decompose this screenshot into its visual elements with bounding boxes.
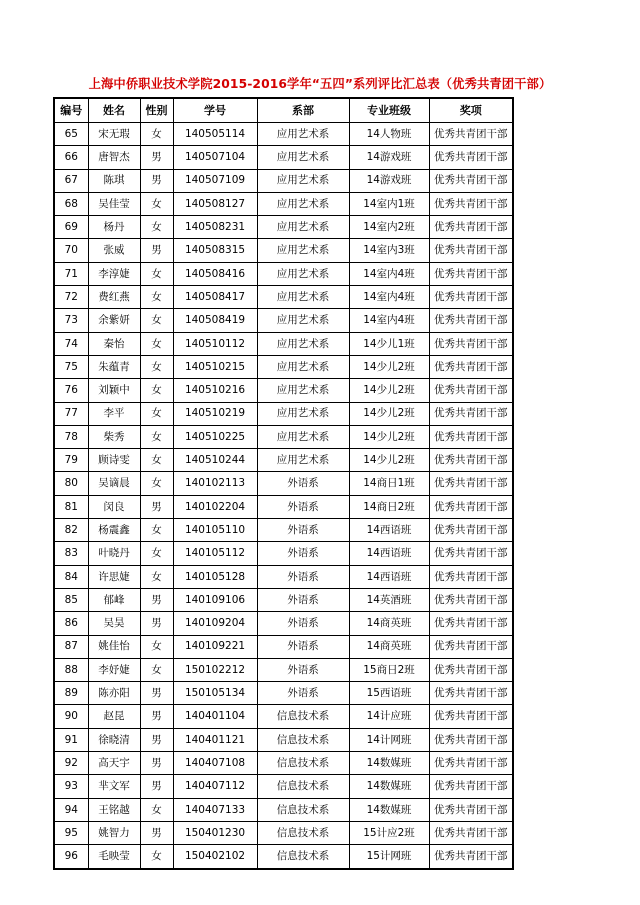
cell-id: 85 [54, 588, 88, 611]
cell-class: 14西语班 [349, 542, 429, 565]
cell-award: 优秀共青团干部 [429, 146, 513, 169]
cell-id: 71 [54, 262, 88, 285]
cell-sex: 女 [140, 845, 173, 869]
cell-name: 赵昆 [88, 705, 140, 728]
cell-id: 93 [54, 775, 88, 798]
cell-name: 顾诗雯 [88, 449, 140, 472]
table-header [54, 98, 513, 123]
cell-dept: 信息技术系 [257, 752, 349, 775]
cell-dept: 应用艺术系 [257, 449, 349, 472]
cell-dept: 应用艺术系 [257, 425, 349, 448]
cell-sex: 男 [140, 752, 173, 775]
cell-award: 优秀共青团干部 [429, 355, 513, 378]
cell-name: 李淳婕 [88, 262, 140, 285]
cell-sex: 女 [140, 216, 173, 239]
cell-name: 杨震鑫 [88, 519, 140, 542]
cell-sex: 女 [140, 192, 173, 215]
cell-dept: 外语系 [257, 658, 349, 681]
cell-award: 优秀共青团干部 [429, 775, 513, 798]
cell-name: 王铭越 [88, 798, 140, 821]
cell-sex: 女 [140, 402, 173, 425]
cell-class: 14商英班 [349, 612, 429, 635]
cell-class: 14室内2班 [349, 216, 429, 239]
cell-sid: 140109221 [173, 635, 257, 658]
table-row [54, 425, 513, 448]
column-header-sex: 性别 [140, 98, 173, 123]
table-row [54, 262, 513, 285]
column-header-class: 专业班级 [349, 98, 429, 123]
cell-name: 芈文军 [88, 775, 140, 798]
table-row [54, 658, 513, 681]
cell-sex: 女 [140, 309, 173, 332]
column-header-name: 姓名 [88, 98, 140, 123]
cell-dept: 信息技术系 [257, 845, 349, 869]
cell-award: 优秀共青团干部 [429, 192, 513, 215]
cell-award: 优秀共青团干部 [429, 705, 513, 728]
cell-id: 69 [54, 216, 88, 239]
cell-dept: 应用艺术系 [257, 169, 349, 192]
cell-dept: 应用艺术系 [257, 355, 349, 378]
cell-dept: 应用艺术系 [257, 379, 349, 402]
cell-sid: 140505114 [173, 123, 257, 146]
cell-id: 75 [54, 355, 88, 378]
cell-name: 徐晓清 [88, 728, 140, 751]
cell-sex: 女 [140, 542, 173, 565]
cell-dept: 信息技术系 [257, 798, 349, 821]
table-row [54, 705, 513, 728]
cell-sid: 140510219 [173, 402, 257, 425]
cell-sex: 女 [140, 472, 173, 495]
cell-award: 优秀共青团干部 [429, 449, 513, 472]
cell-sex: 女 [140, 286, 173, 309]
cell-sex: 女 [140, 449, 173, 472]
cell-sid: 140508416 [173, 262, 257, 285]
table-row [54, 146, 513, 169]
cell-class: 14少儿2班 [349, 402, 429, 425]
cell-sex: 男 [140, 612, 173, 635]
cell-class: 15商日2班 [349, 658, 429, 681]
table-header-row [54, 98, 513, 123]
cell-name: 闵良 [88, 495, 140, 518]
cell-name: 秦怡 [88, 332, 140, 355]
cell-sid: 140508127 [173, 192, 257, 215]
table-row [54, 379, 513, 402]
cell-class: 14少儿2班 [349, 379, 429, 402]
cell-sex: 女 [140, 565, 173, 588]
cell-name: 费红燕 [88, 286, 140, 309]
cell-class: 14少儿2班 [349, 449, 429, 472]
cell-name: 姚佳怡 [88, 635, 140, 658]
cell-id: 79 [54, 449, 88, 472]
column-header-dept: 系部 [257, 98, 349, 123]
cell-name: 毛映莹 [88, 845, 140, 869]
cell-dept: 外语系 [257, 682, 349, 705]
table-row [54, 519, 513, 542]
cell-award: 优秀共青团干部 [429, 821, 513, 844]
cell-sid: 140109204 [173, 612, 257, 635]
cell-id: 74 [54, 332, 88, 355]
cell-award: 优秀共青团干部 [429, 612, 513, 635]
cell-dept: 外语系 [257, 472, 349, 495]
cell-sid: 140407108 [173, 752, 257, 775]
cell-sex: 男 [140, 169, 173, 192]
table-row [54, 449, 513, 472]
cell-id: 78 [54, 425, 88, 448]
cell-class: 14室内4班 [349, 262, 429, 285]
cell-class: 14室内4班 [349, 286, 429, 309]
cell-dept: 应用艺术系 [257, 216, 349, 239]
cell-dept: 应用艺术系 [257, 262, 349, 285]
table-row [54, 612, 513, 635]
cell-class: 14少儿1班 [349, 332, 429, 355]
cell-id: 77 [54, 402, 88, 425]
cell-class: 14室内3班 [349, 239, 429, 262]
cell-sid: 140102113 [173, 472, 257, 495]
cell-sex: 女 [140, 519, 173, 542]
cell-class: 14室内1班 [349, 192, 429, 215]
cell-dept: 外语系 [257, 565, 349, 588]
cell-class: 14商日1班 [349, 472, 429, 495]
cell-sex: 女 [140, 123, 173, 146]
cell-name: 吴佳莹 [88, 192, 140, 215]
cell-award: 优秀共青团干部 [429, 472, 513, 495]
cell-sex: 女 [140, 798, 173, 821]
table-row [54, 588, 513, 611]
cell-award: 优秀共青团干部 [429, 425, 513, 448]
cell-class: 14游戏班 [349, 169, 429, 192]
cell-name: 杨丹 [88, 216, 140, 239]
table-row [54, 239, 513, 262]
cell-award: 优秀共青团干部 [429, 309, 513, 332]
cell-id: 87 [54, 635, 88, 658]
cell-name: 吴谪晨 [88, 472, 140, 495]
cell-class: 14商日2班 [349, 495, 429, 518]
cell-sex: 男 [140, 239, 173, 262]
cell-name: 叶晓丹 [88, 542, 140, 565]
summary-table-container [53, 97, 512, 870]
cell-sex: 男 [140, 146, 173, 169]
cell-sid: 140401104 [173, 705, 257, 728]
cell-award: 优秀共青团干部 [429, 286, 513, 309]
table-row [54, 169, 513, 192]
table-row [54, 402, 513, 425]
table-row [54, 332, 513, 355]
cell-id: 67 [54, 169, 88, 192]
cell-sex: 女 [140, 425, 173, 448]
cell-id: 83 [54, 542, 88, 565]
cell-sid: 140510112 [173, 332, 257, 355]
cell-award: 优秀共青团干部 [429, 402, 513, 425]
cell-name: 李妤婕 [88, 658, 140, 681]
cell-class: 14计应班 [349, 705, 429, 728]
table-row [54, 286, 513, 309]
cell-id: 92 [54, 752, 88, 775]
cell-award: 优秀共青团干部 [429, 519, 513, 542]
cell-id: 70 [54, 239, 88, 262]
table-row [54, 752, 513, 775]
cell-sid: 150102212 [173, 658, 257, 681]
cell-award: 优秀共青团干部 [429, 262, 513, 285]
cell-award: 优秀共青团干部 [429, 752, 513, 775]
table-row [54, 542, 513, 565]
cell-sex: 男 [140, 588, 173, 611]
cell-dept: 外语系 [257, 519, 349, 542]
cell-class: 14室内4班 [349, 309, 429, 332]
cell-name: 张威 [88, 239, 140, 262]
cell-dept: 外语系 [257, 588, 349, 611]
table-row [54, 192, 513, 215]
cell-name: 李平 [88, 402, 140, 425]
cell-name: 刘颖中 [88, 379, 140, 402]
cell-id: 86 [54, 612, 88, 635]
cell-id: 96 [54, 845, 88, 869]
cell-name: 陈琪 [88, 169, 140, 192]
cell-class: 15西语班 [349, 682, 429, 705]
cell-class: 14西语班 [349, 519, 429, 542]
cell-sid: 140510215 [173, 355, 257, 378]
cell-sid: 140510225 [173, 425, 257, 448]
cell-id: 73 [54, 309, 88, 332]
cell-class: 14游戏班 [349, 146, 429, 169]
cell-dept: 应用艺术系 [257, 402, 349, 425]
cell-class: 14计网班 [349, 728, 429, 751]
cell-id: 65 [54, 123, 88, 146]
page-title: 上海中侨职业技术学院2015-2016学年“五四”系列评比汇总表（优秀共青团干部） [88, 77, 552, 91]
table-row [54, 775, 513, 798]
cell-award: 优秀共青团干部 [429, 565, 513, 588]
cell-class: 14人物班 [349, 123, 429, 146]
cell-sid: 140510244 [173, 449, 257, 472]
cell-dept: 应用艺术系 [257, 146, 349, 169]
cell-sex: 女 [140, 658, 173, 681]
cell-award: 优秀共青团干部 [429, 658, 513, 681]
cell-award: 优秀共青团干部 [429, 332, 513, 355]
cell-dept: 外语系 [257, 495, 349, 518]
column-header-sid: 学号 [173, 98, 257, 123]
cell-award: 优秀共青团干部 [429, 123, 513, 146]
cell-sid: 140507109 [173, 169, 257, 192]
cell-id: 84 [54, 565, 88, 588]
cell-dept: 外语系 [257, 612, 349, 635]
table-row [54, 565, 513, 588]
cell-sex: 男 [140, 728, 173, 751]
cell-sex: 女 [140, 262, 173, 285]
cell-name: 郁峰 [88, 588, 140, 611]
cell-dept: 信息技术系 [257, 775, 349, 798]
cell-class: 14少儿2班 [349, 355, 429, 378]
cell-name: 唐智杰 [88, 146, 140, 169]
cell-sex: 女 [140, 355, 173, 378]
column-header-id: 编号 [54, 98, 88, 123]
cell-sid: 150401230 [173, 821, 257, 844]
cell-award: 优秀共青团干部 [429, 169, 513, 192]
table-row [54, 821, 513, 844]
cell-sid: 150402102 [173, 845, 257, 869]
cell-class: 14英酒班 [349, 588, 429, 611]
cell-sex: 男 [140, 682, 173, 705]
cell-id: 89 [54, 682, 88, 705]
table-row [54, 845, 513, 869]
table-row [54, 216, 513, 239]
table-row [54, 495, 513, 518]
table-row [54, 635, 513, 658]
table-row [54, 682, 513, 705]
cell-class: 14少儿2班 [349, 425, 429, 448]
cell-award: 优秀共青团干部 [429, 379, 513, 402]
cell-sid: 140401121 [173, 728, 257, 751]
cell-class: 14商英班 [349, 635, 429, 658]
cell-sid: 140109106 [173, 588, 257, 611]
cell-name: 陈亦阳 [88, 682, 140, 705]
cell-dept: 应用艺术系 [257, 192, 349, 215]
cell-id: 88 [54, 658, 88, 681]
cell-id: 95 [54, 821, 88, 844]
cell-sid: 150105134 [173, 682, 257, 705]
cell-name: 宋无瑕 [88, 123, 140, 146]
cell-award: 优秀共青团干部 [429, 542, 513, 565]
cell-dept: 应用艺术系 [257, 123, 349, 146]
cell-class: 14数媒班 [349, 775, 429, 798]
cell-id: 90 [54, 705, 88, 728]
cell-class: 14数媒班 [349, 752, 429, 775]
cell-dept: 应用艺术系 [257, 332, 349, 355]
cell-sid: 140105110 [173, 519, 257, 542]
cell-award: 优秀共青团干部 [429, 216, 513, 239]
cell-sid: 140407112 [173, 775, 257, 798]
cell-award: 优秀共青团干部 [429, 588, 513, 611]
column-header-award: 奖项 [429, 98, 513, 123]
cell-sid: 140507104 [173, 146, 257, 169]
table-row [54, 355, 513, 378]
cell-name: 柴秀 [88, 425, 140, 448]
cell-sid: 140407133 [173, 798, 257, 821]
cell-sex: 男 [140, 821, 173, 844]
table-row [54, 728, 513, 751]
cell-sex: 男 [140, 705, 173, 728]
cell-dept: 应用艺术系 [257, 286, 349, 309]
cell-sid: 140510216 [173, 379, 257, 402]
cell-id: 76 [54, 379, 88, 402]
cell-dept: 信息技术系 [257, 728, 349, 751]
table-row [54, 798, 513, 821]
cell-dept: 信息技术系 [257, 821, 349, 844]
table-row [54, 309, 513, 332]
cell-id: 94 [54, 798, 88, 821]
cell-id: 66 [54, 146, 88, 169]
cell-sex: 女 [140, 379, 173, 402]
cell-id: 91 [54, 728, 88, 751]
cell-dept: 应用艺术系 [257, 239, 349, 262]
cell-dept: 应用艺术系 [257, 309, 349, 332]
cell-sid: 140508231 [173, 216, 257, 239]
cell-name: 许思婕 [88, 565, 140, 588]
summary-table [53, 97, 514, 870]
cell-award: 优秀共青团干部 [429, 495, 513, 518]
cell-name: 朱蕴青 [88, 355, 140, 378]
cell-name: 姚智力 [88, 821, 140, 844]
cell-sex: 男 [140, 495, 173, 518]
cell-id: 72 [54, 286, 88, 309]
cell-id: 82 [54, 519, 88, 542]
cell-award: 优秀共青团干部 [429, 728, 513, 751]
cell-award: 优秀共青团干部 [429, 635, 513, 658]
cell-class: 14数媒班 [349, 798, 429, 821]
cell-class: 15计应2班 [349, 821, 429, 844]
table-row [54, 472, 513, 495]
cell-name: 吴昊 [88, 612, 140, 635]
cell-class: 14西语班 [349, 565, 429, 588]
cell-sid: 140508315 [173, 239, 257, 262]
cell-id: 80 [54, 472, 88, 495]
table-body [54, 123, 513, 869]
cell-award: 优秀共青团干部 [429, 682, 513, 705]
cell-award: 优秀共青团干部 [429, 798, 513, 821]
cell-id: 68 [54, 192, 88, 215]
cell-sid: 140105112 [173, 542, 257, 565]
cell-name: 余紫妍 [88, 309, 140, 332]
cell-sex: 男 [140, 775, 173, 798]
cell-sex: 女 [140, 332, 173, 355]
cell-dept: 信息技术系 [257, 705, 349, 728]
cell-dept: 外语系 [257, 635, 349, 658]
cell-award: 优秀共青团干部 [429, 239, 513, 262]
cell-sid: 140508417 [173, 286, 257, 309]
cell-class: 15计网班 [349, 845, 429, 869]
cell-dept: 外语系 [257, 542, 349, 565]
cell-award: 优秀共青团干部 [429, 845, 513, 869]
cell-name: 高天宇 [88, 752, 140, 775]
cell-sid: 140102204 [173, 495, 257, 518]
cell-sex: 女 [140, 635, 173, 658]
cell-sid: 140508419 [173, 309, 257, 332]
cell-sid: 140105128 [173, 565, 257, 588]
table-row [54, 123, 513, 146]
cell-id: 81 [54, 495, 88, 518]
